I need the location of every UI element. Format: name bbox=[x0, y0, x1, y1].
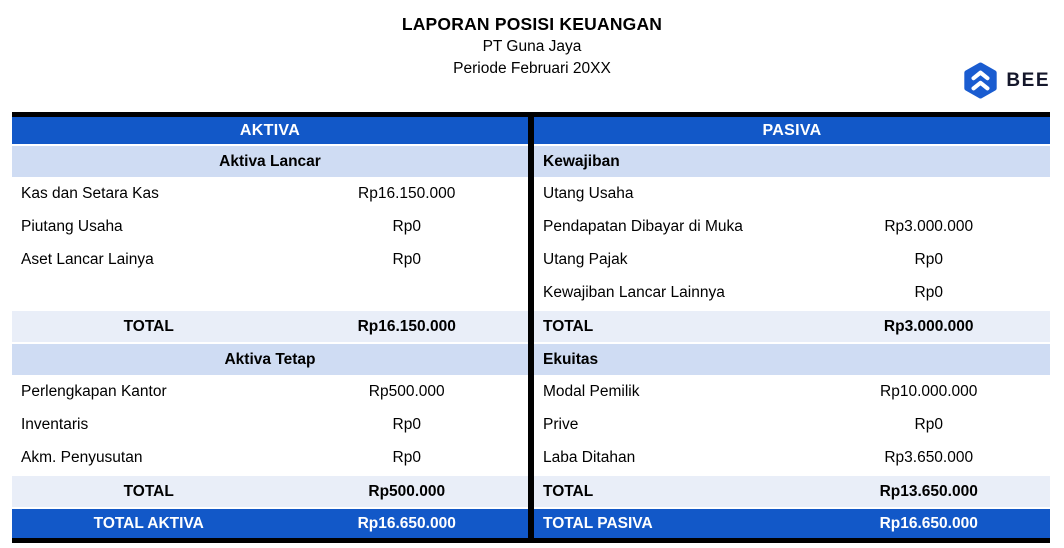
row-value: Rp0 bbox=[392, 415, 421, 433]
section-header-row bbox=[12, 144, 528, 177]
row-label: Laba Ditahan bbox=[543, 448, 636, 466]
logo-wordmark: BEE bbox=[1006, 69, 1050, 91]
item-row bbox=[12, 375, 528, 408]
row-value: Rp3.000.000 bbox=[883, 317, 974, 335]
row-label: Akm. Penyusutan bbox=[21, 448, 143, 466]
row-label: Pendapatan Dibayar di Muka bbox=[543, 217, 743, 235]
subtotal-row bbox=[534, 309, 1050, 342]
row-value: Rp0 bbox=[392, 217, 421, 235]
spacer-row bbox=[12, 276, 528, 309]
row-value: Rp0 bbox=[392, 448, 421, 466]
pasiva-column bbox=[534, 117, 1050, 538]
row-label: Piutang Usaha bbox=[21, 217, 123, 235]
row-value: Rp0 bbox=[914, 283, 943, 301]
item-row bbox=[12, 243, 528, 276]
company-name: PT Guna Jaya bbox=[482, 38, 582, 55]
item-row bbox=[534, 441, 1050, 474]
row-label: TOTAL bbox=[123, 317, 174, 335]
aktiva-rows bbox=[12, 144, 528, 538]
aktiva-column-header: AKTIVA bbox=[12, 117, 528, 144]
item-row bbox=[534, 177, 1050, 210]
row-label: Aktiva Tetap bbox=[224, 350, 316, 368]
item-row bbox=[534, 408, 1050, 441]
subtotal-row bbox=[534, 474, 1050, 507]
row-label: Kas dan Setara Kas bbox=[21, 184, 159, 202]
item-row bbox=[534, 243, 1050, 276]
row-label: TOTAL AKTIVA bbox=[93, 514, 204, 532]
row-value: Rp500.000 bbox=[368, 482, 446, 500]
row-label: Utang Usaha bbox=[543, 184, 634, 202]
section-header-row bbox=[534, 342, 1050, 375]
subtotal-row bbox=[12, 474, 528, 507]
row-value: Rp13.650.000 bbox=[879, 482, 978, 500]
row-value: Rp16.650.000 bbox=[357, 514, 456, 532]
row-value: Rp10.000.000 bbox=[880, 382, 978, 400]
section-header-row bbox=[12, 342, 528, 375]
row-label: Aset Lancar Lainya bbox=[21, 250, 154, 268]
report-period: Periode Februari 20XX bbox=[453, 60, 611, 77]
row-value: Rp16.150.000 bbox=[357, 317, 456, 335]
row-value: Rp3.650.000 bbox=[884, 448, 974, 466]
row-label: Kewajiban Lancar Lainnya bbox=[543, 283, 725, 301]
report-header bbox=[0, 0, 1064, 80]
row-value: Rp0 bbox=[914, 250, 943, 268]
item-row bbox=[12, 441, 528, 474]
row-value: Rp0 bbox=[392, 250, 421, 268]
row-label: Kewajiban bbox=[543, 152, 620, 170]
balance-sheet-table bbox=[12, 112, 1050, 543]
row-value: Rp500.000 bbox=[368, 382, 445, 400]
item-row bbox=[534, 375, 1050, 408]
row-label: TOTAL PASIVA bbox=[543, 514, 653, 532]
row-label: TOTAL bbox=[543, 482, 594, 500]
row-value: Rp3.000.000 bbox=[884, 217, 974, 235]
row-label: Ekuitas bbox=[543, 350, 599, 368]
bee-logo bbox=[962, 62, 1050, 99]
row-label: Utang Pajak bbox=[543, 250, 628, 268]
row-label: TOTAL bbox=[543, 317, 594, 335]
item-row bbox=[12, 210, 528, 243]
grand-total-row bbox=[534, 507, 1050, 538]
double-chevron-up-hexagon-icon bbox=[962, 62, 999, 99]
item-row bbox=[12, 408, 528, 441]
row-value: Rp16.650.000 bbox=[879, 514, 978, 532]
pasiva-rows bbox=[534, 144, 1050, 538]
subtotal-row bbox=[12, 309, 528, 342]
pasiva-column-header: PASIVA bbox=[534, 117, 1050, 144]
page-title: LAPORAN POSISI KEUANGAN bbox=[401, 14, 663, 34]
row-label: Prive bbox=[543, 415, 579, 433]
section-header-row bbox=[534, 144, 1050, 177]
grand-total-row bbox=[12, 507, 528, 538]
row-label: Aktiva Lancar bbox=[219, 152, 321, 170]
row-label: Perlengkapan Kantor bbox=[21, 382, 167, 400]
row-label: Modal Pemilik bbox=[543, 382, 640, 400]
item-row bbox=[534, 210, 1050, 243]
row-label: TOTAL bbox=[123, 482, 174, 500]
item-row bbox=[12, 177, 528, 210]
row-value: Rp16.150.000 bbox=[358, 184, 456, 202]
aktiva-column bbox=[12, 117, 528, 538]
row-value: Rp0 bbox=[914, 415, 943, 433]
row-label: Inventaris bbox=[21, 415, 89, 433]
item-row bbox=[534, 276, 1050, 309]
